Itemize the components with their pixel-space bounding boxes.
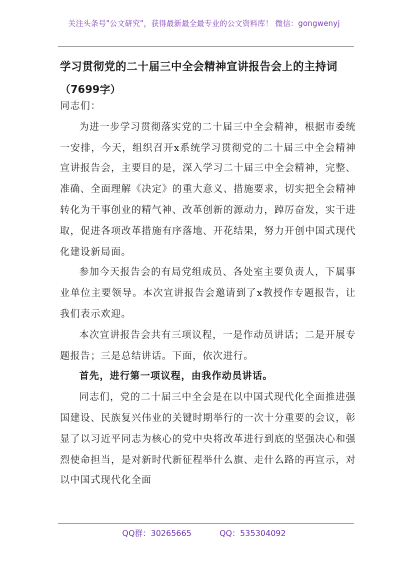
paragraph-2: 参加今天报告会的有局党组成员、各处室主要负责人，下属事业单位主要领导。本次宣讲报告会邀请到了x教授作专题报告，让我们表示欢迎。 xyxy=(60,267,356,320)
word-count: （7699字） xyxy=(60,84,121,96)
qq-contact: QQ：535304092 xyxy=(219,529,286,538)
document-title: 学习贯彻党的二十届三中全会精神宣讲报告会上的主持词 xyxy=(60,60,338,73)
top-divider xyxy=(58,46,354,47)
paragraph-4: 首先，进行第一项议程，由我作动员讲话。 xyxy=(79,371,273,383)
document-body xyxy=(60,97,356,492)
header-banner xyxy=(0,0,408,46)
salutation: 同志们： xyxy=(60,101,101,112)
promo-text: 关注头条号"公文研究"，获得最新最全最专业的公文资料库！ 微信：gongwenyj xyxy=(68,18,340,28)
paragraph-1: 为进一步学习贯彻落实党的二十届三中全会精神，根据市委统一安排，今天，组织召开x系统学习贯彻党的二十届三中全会精神宣讲报告会，主要目的是，深入学习二十届三中全会精神，完整、准确、全面理解《决定》的重大意义、措施要求，切实把全会精神转化为干事创业的精气神、改革创新的源动力，踔厉奋发，实干进取，促进各项改革措施有序落地、开花结果，努力开创中国式现代化建设新局面。 xyxy=(60,121,356,258)
paragraph-5: 同志们，党的二十届三中全会是在以中国式现代化全面推进强国建设、民族复兴伟业的关键时期举行的一次十分重要的会议，彰显了以习近平同志为核心的党中央将改革进行到底的坚强决心和强烈使命担当，是对新时代新征程举什么旗、走什么路的再宣示，对以中国式现代化全面 xyxy=(60,392,356,487)
footer xyxy=(0,528,408,548)
paragraph-3: 本次宣讲报告会共有三项议程，一是作动员讲话；二是开展专题报告；三是总结讲话。下面，依次进行。 xyxy=(60,329,356,362)
bottom-divider xyxy=(58,523,354,524)
qq-group: QQ群：30265665 xyxy=(122,529,192,538)
